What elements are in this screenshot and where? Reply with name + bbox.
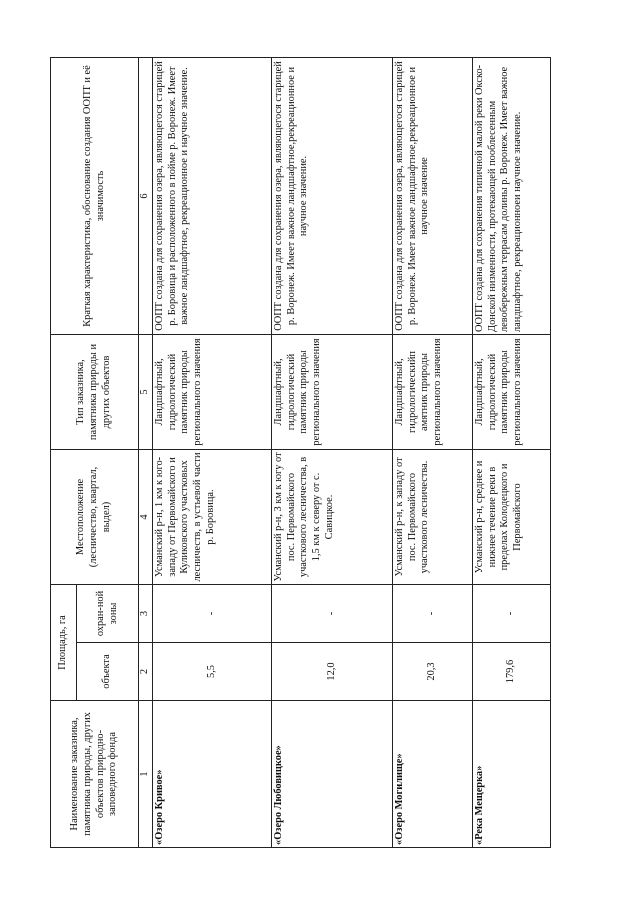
location: Усманский р-н, к западу от пос. Первомайского участкового лесничества.	[393, 450, 473, 585]
area-buffer: -	[153, 585, 272, 643]
object-type: Ландшафтный, гидрологический памятник природы регионального значения	[153, 335, 272, 450]
column-number: 1	[139, 701, 153, 848]
header-area: Площадь, га	[51, 585, 77, 701]
area-object: 20,3	[393, 643, 473, 701]
area-buffer: -	[393, 585, 473, 643]
area-buffer: -	[473, 585, 551, 643]
column-number: 5	[139, 335, 153, 450]
description: ООПТ создана для сохранения озера, являющегося старицей р. Воронеж. Имеет важное ландшафтное,рекреационное и научное значение	[393, 58, 473, 335]
description: ООПТ создана для сохранения озера, являющегося старицей р. Боровица и расположенного в пойме р. Воронеж. Имеет важное ландшафтное, рекреационное и научное значение.	[153, 58, 272, 335]
description: ООПТ создана для сохранения озера, являющегося старицей р. Воронеж. Имеет важное ландшафтное,рекреационное и научное значение.	[272, 58, 393, 335]
object-name: «Озеро Кривое»	[153, 701, 272, 848]
object-name: «Река Мещерка»	[473, 701, 551, 848]
header-area-buffer: охран-ной зоны	[77, 585, 139, 643]
object-type: Ландшафтный, гидрологический памятник природы регионального значения	[272, 335, 393, 450]
table-row	[393, 58, 473, 848]
column-number: 3	[139, 585, 153, 643]
table-row	[153, 58, 272, 848]
header-location: Местоположение (лесничество, квартал, выдел)	[51, 450, 139, 585]
area-buffer: -	[272, 585, 393, 643]
nature-reserves-table	[50, 57, 551, 848]
description: ООПТ создана для сохранения типичной малой реки Окско-Донской низменности, протекающей пооблесенным левобережным террасам долины р. Воронеж. Имеет важное ландшафтное, рекреационноеи научное значение.	[473, 58, 551, 335]
table-row	[473, 58, 551, 848]
header-description: Краткая характеристика, обоснование создания ООПТ и её значимость	[51, 58, 139, 335]
area-object: 5,5	[153, 643, 272, 701]
rotated-page	[50, 58, 550, 848]
area-object: 179,6	[473, 643, 551, 701]
header-type: Тип заказника, памятника природы и других объектов	[51, 335, 139, 450]
header-name: Наименование заказника, памятника природы, других объектов природно-заповедного фонда	[51, 701, 139, 848]
header-area-object: объекта	[77, 643, 139, 701]
location: Усманский р-н, среднее и нижнее течение реки в пределах Колодецкого и Первомайского	[473, 450, 551, 585]
object-type: Ландшафтный, гидрологический памятник природы регионального значения	[473, 335, 551, 450]
object-name: «Озеро Могилище»	[393, 701, 473, 848]
column-number: 4	[139, 450, 153, 585]
location: Усманский р-н, 1 км к юго-западу от Первомайского и Куликовского участковых лесничеств, в устьевой части р. Боровица.	[153, 450, 272, 585]
object-type: Ландшафтный, гидрологическийп амятник природы регионального значения	[393, 335, 473, 450]
object-name: «Озеро Любовицкое»	[272, 701, 393, 848]
column-number: 2	[139, 643, 153, 701]
location: Усманский р-н, 3 км к югу от пос. Первомайского участкового лесничества, в 1,5 км к северу от с. Савицкое.	[272, 450, 393, 585]
table-row	[272, 58, 393, 848]
area-object: 12,0	[272, 643, 393, 701]
column-number: 6	[139, 58, 153, 335]
